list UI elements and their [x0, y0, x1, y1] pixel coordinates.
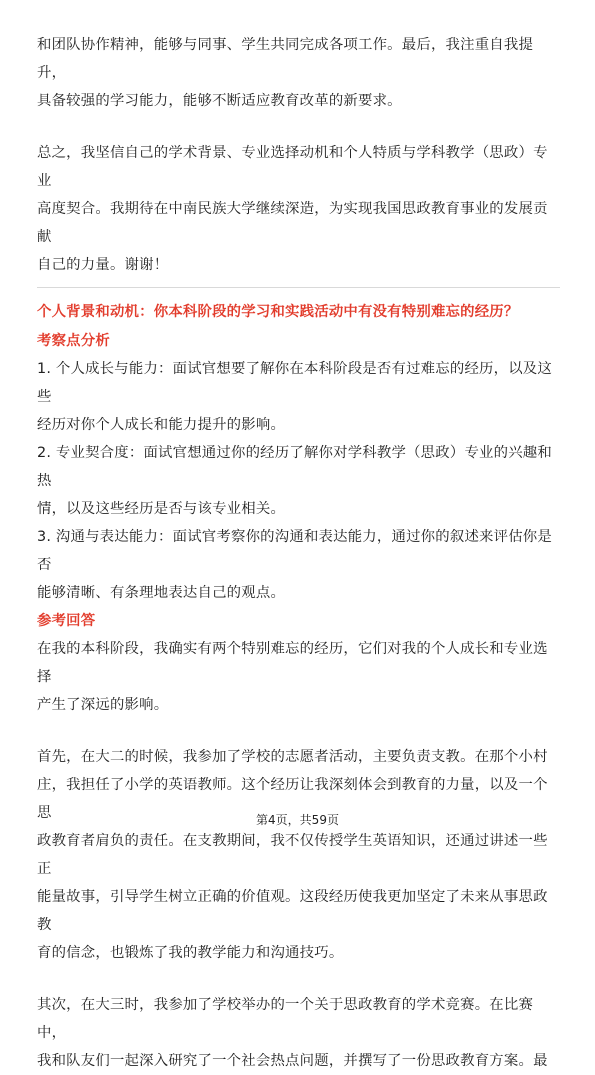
- conclusion-line: 总之，我坚信自己的学术背景、专业选择动机和个人特质与学科教学（思政）专业: [37, 145, 548, 189]
- answer-heading: 参考回答: [37, 613, 96, 629]
- analysis-point-line: 经历对你个人成长和能力提升的影响。: [37, 417, 286, 433]
- intro-line: 具备较强的学习能力，能够不断适应教育改革的新要求。: [37, 93, 402, 109]
- answer-line: 政教育者肩负的责任。在支教期间，我不仅传授学生英语知识，还通过讲述一些正: [37, 833, 548, 877]
- analysis-point-line: 能够清晰、有条理地表达自己的观点。: [37, 585, 286, 601]
- analysis-heading: 考察点分析: [37, 333, 110, 349]
- paragraph-spacer: [37, 967, 560, 991]
- answer-line: 我和队友们一起深入研究了一个社会热点问题，并撰写了一份思政教育方案。最: [37, 1053, 548, 1069]
- paragraph-spacer: [37, 719, 560, 743]
- section-divider: [37, 287, 560, 288]
- analysis-point-line: 2. 专业契合度：面试官想通过你的经历了解你对学科教学（思政）专业的兴趣和热: [37, 445, 552, 489]
- intro-line: 和团队协作精神，能够与同事、学生共同完成各项工作。最后，我注重自我提升，: [37, 37, 534, 81]
- answer-line: 其次，在大三时，我参加了学校举办的一个关于思政教育的学术竞赛。在比赛中，: [37, 997, 534, 1041]
- page-number: 第4页，共59页: [256, 813, 339, 827]
- interview-question: 个人背景和动机：你本科阶段的学习和实践活动中有没有特别难忘的经历？: [37, 304, 519, 320]
- answer-line: 庄，我担任了小学的英语教师。这个经历让我深刻体会到教育的力量，以及一个思: [37, 777, 548, 821]
- paragraph-spacer: [37, 115, 560, 139]
- document-body: [37, 31, 560, 1075]
- analysis-point-line: 1. 个人成长与能力：面试官想要了解你在本科阶段是否有过难忘的经历，以及这些: [37, 361, 552, 405]
- conclusion-line: 高度契合。我期待在中南民族大学继续深造，为实现我国思政教育事业的发展贡献: [37, 201, 548, 245]
- conclusion-line: 自己的力量。谢谢！: [37, 257, 169, 273]
- answer-line: 首先，在大二的时候，我参加了学校的志愿者活动，主要负责支教。在那个小村: [37, 749, 548, 765]
- answer-line: 能量故事，引导学生树立正确的价值观。这段经历使我更加坚定了未来从事思政教: [37, 889, 548, 933]
- analysis-point-line: 情，以及这些经历是否与该专业相关。: [37, 501, 286, 517]
- answer-line: 育的信念，也锻炼了我的教学能力和沟通技巧。: [37, 945, 344, 961]
- analysis-point-line: 3. 沟通与表达能力：面试官考察你的沟通和表达能力，通过你的叙述来评估你是否: [37, 529, 552, 573]
- answer-line: 产生了深远的影响。: [37, 697, 169, 713]
- answer-line: 在我的本科阶段，我确实有两个特别难忘的经历，它们对我的个人成长和专业选择: [37, 641, 548, 685]
